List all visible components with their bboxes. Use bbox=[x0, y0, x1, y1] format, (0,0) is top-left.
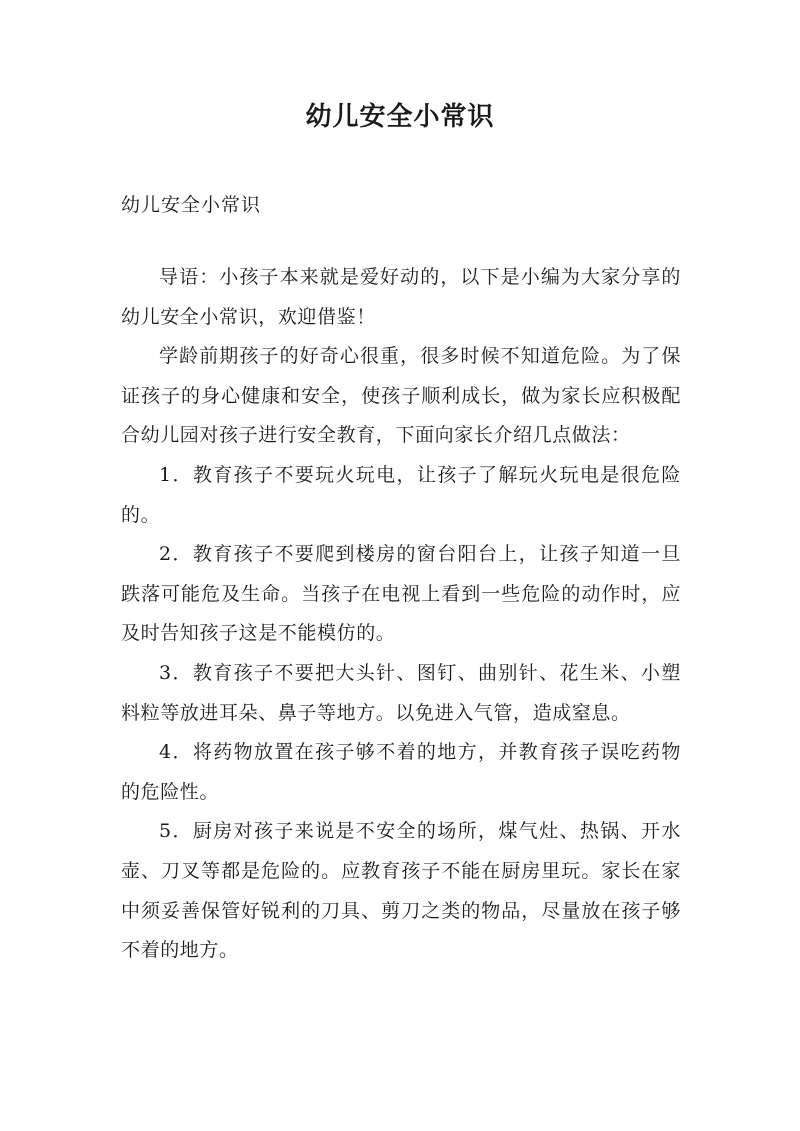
paragraph-item-4: 4．将药物放置在孩子够不着的地方，并教育孩子误吃药物的危险性。 bbox=[121, 741, 681, 803]
paragraph-item-5: 5．厨房对孩子来说是不安全的场所，煤气灶、热锅、开水壶、刀叉等都是危险的。应教育孩子不能在厨房里玩。家长在家中须妥善保管好锐利的刀具、剪刀之类的物品，尽量放在孩子够不着的地方。 bbox=[121, 820, 681, 962]
page-title: 幼儿安全小常识 bbox=[305, 102, 495, 132]
paragraph-item-1: 1．教育孩子不要玩火玩电，让孩子了解玩火玩电是很危险的。 bbox=[121, 463, 681, 526]
document-body bbox=[121, 258, 681, 971]
document-subtitle: 幼儿安全小常识 bbox=[121, 194, 262, 216]
paragraph-intro: 导语：小孩子本来就是爱好动的，以下是小编为大家分享的幼儿安全小常识，欢迎借鉴！ bbox=[121, 266, 681, 328]
paragraph-item-2: 2．教育孩子不要爬到楼房的窗台阳台上，让孩子知道一旦跌落可能危及生命。当孩子在电视上看到一些危险的动作时，应及时告知孩子这是不能模仿的。 bbox=[121, 543, 681, 645]
paragraph-item-3: 3．教育孩子不要把大头针、图钉、曲别针、花生米、小塑料粒等放进耳朵、鼻子等地方。以免进入气管，造成窒息。 bbox=[121, 661, 681, 724]
paragraph-background: 学龄前期孩子的好奇心很重，很多时候不知道危险。为了保证孩子的身心健康和安全，使孩子顺利成长，做为家长应积极配合幼儿园对孩子进行安全教育，下面向家长介绍几点做法： bbox=[121, 345, 681, 447]
